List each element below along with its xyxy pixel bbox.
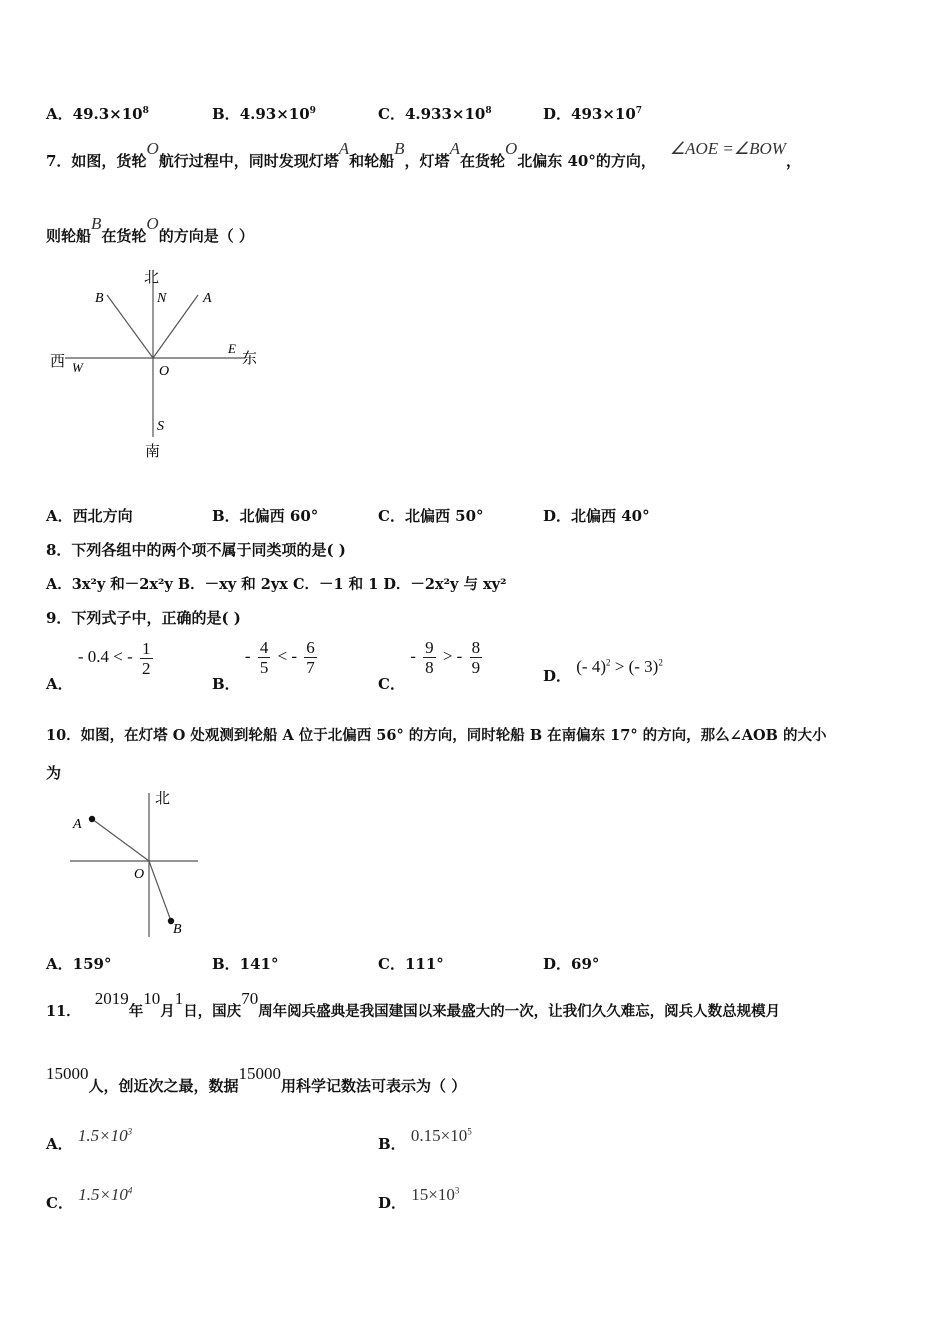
q10-label-north: 北 (155, 791, 171, 807)
q10-option-a[interactable]: A．159° (46, 955, 112, 973)
q6-option-b[interactable]: B．$4.93\times 10^9$ (212, 105, 316, 123)
q11-option-d[interactable]: D． $15\times 10^3$ (378, 1185, 460, 1212)
q11-stem-line1: 11．2019年10月1日，国庆70周年阅兵盛典是我国建国以来最盛大的一次，让我们久久难忘，阅兵人数总规模月 (46, 989, 781, 1020)
q9-stem: 9．下列式子中，正确的是( ) (46, 609, 241, 627)
q10-stem-line1: 10．如图，在灯塔 O 处观测到轮船 A 位于北偏西 56° 的方向，同时轮船 B 在南偏东 17° 的方向，那么∠AOB 的大小 (46, 727, 827, 744)
q7-label-south: 南 (145, 444, 161, 460)
q10-point-a (89, 816, 95, 822)
q8-options[interactable]: A．3x²y 和－2x²y B．－xy 和 2yx C．－1 和 1 D．－2x²y 与 xy² (46, 576, 507, 593)
q8-stem: 8．下列各组中的两个项不属于同类项的是( ) (46, 541, 346, 559)
q10-ob-ray (149, 861, 171, 921)
q7-option-a[interactable]: A．西北方向 (46, 507, 133, 525)
q6-option-d[interactable]: D．$493\times 10^7$ (543, 105, 643, 123)
q7-option-c[interactable]: C．北偏西 50° (378, 507, 484, 525)
q11-option-b[interactable]: B． $0.15\times 10^5$ (378, 1126, 472, 1153)
q10-option-c[interactable]: C．111° (378, 955, 444, 973)
q7-label-w: W (72, 360, 83, 375)
q9-option-a[interactable]: A． - 0.4 < - $\frac{1}{2}$ (46, 639, 151, 693)
q7-option-d[interactable]: D．北偏西 40° (543, 507, 650, 525)
q7-ob-ray (107, 295, 153, 358)
q7-compass-figure (40, 262, 280, 462)
q11-stem-line2: 15000人，创近次之最，数据15000用科学记数法可表示为（ ） (46, 1064, 467, 1095)
q10-oa-ray (92, 819, 149, 861)
q7-label-west: 西 (50, 354, 66, 370)
q7-stem-line1: 7．如图，货轮O航行过程中，同时发现灯塔A和轮船B，灯塔A在货轮O北偏东 40°的方向，∠AOE =∠BOW， (46, 139, 801, 170)
q10-label-o: O (134, 867, 145, 882)
q10-label-a: A (73, 817, 82, 832)
q7-label-n: N (157, 291, 167, 306)
q11-option-a[interactable]: A． $1.5\times 10^3$ (46, 1126, 133, 1153)
q7-option-b[interactable]: B．北偏西 60° (212, 507, 319, 525)
q6-option-c[interactable]: C．$4.933\times 10^8$ (378, 105, 492, 123)
q7-stem-line2: 则轮船B在货轮O的方向是（ ） (46, 214, 254, 245)
q6-option-a[interactable]: A．$49.3\times 10^8$ (46, 105, 149, 123)
q7-label-east: 东 (242, 351, 258, 367)
q7-label-o: O (159, 364, 170, 379)
q7-label-north: 北 (144, 270, 160, 286)
q9-option-d[interactable]: D． (- 4)$^2$ > (- 3)$^2$ (543, 657, 663, 685)
q11-option-c[interactable]: C． $1.5\times 10^4$ (46, 1185, 133, 1212)
q7-label-b: B (95, 291, 104, 306)
q9-option-c[interactable]: C． - $\frac{9}{8}$ > - $\frac{8}{9}$ (378, 638, 481, 693)
q7-label-e: E (228, 341, 236, 356)
q10-option-b[interactable]: B．141° (212, 955, 279, 973)
q10-option-d[interactable]: D．69° (543, 955, 600, 973)
q7-label-a: A (203, 291, 212, 306)
q10-label-b: B (173, 922, 182, 937)
q10-figure (60, 785, 220, 945)
q10-stem-line2: 为 (46, 764, 62, 782)
q7-label-s: S (157, 419, 164, 434)
q9-option-b[interactable]: B． - $\frac{4}{5}$ < - $\frac{6}{7}$ (212, 638, 315, 693)
